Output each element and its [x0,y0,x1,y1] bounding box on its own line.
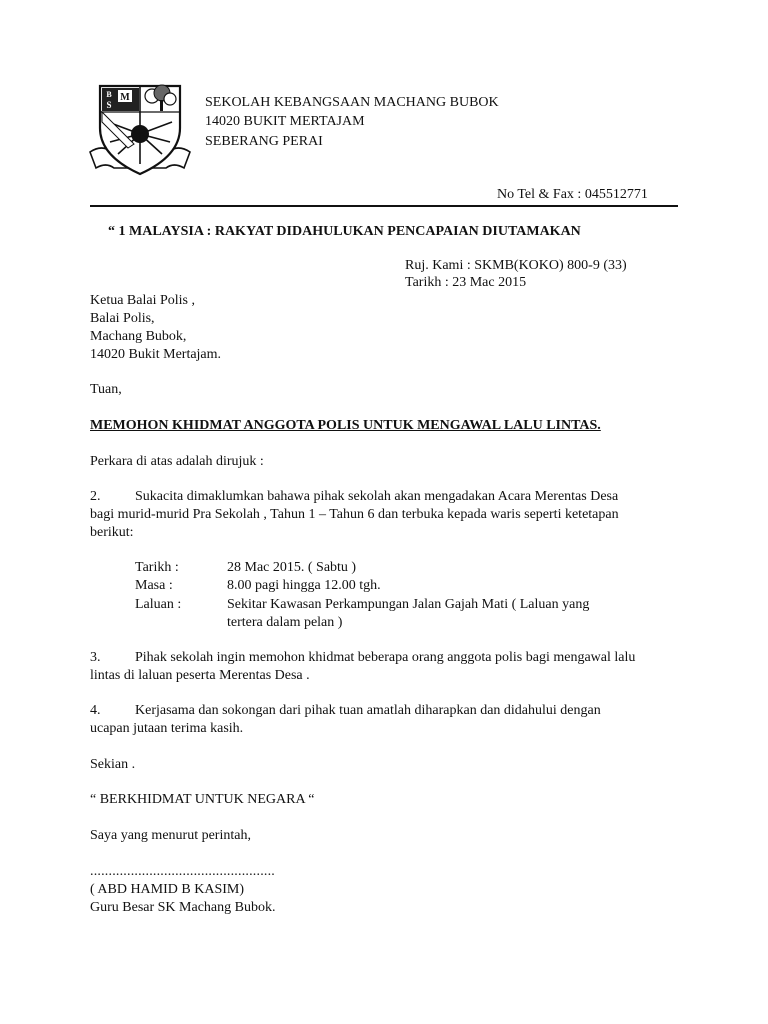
crest-letter-s: S [106,100,112,110]
crest-letter-m: M [120,92,130,103]
school-address-line2: SEBERANG PERAI [205,134,323,149]
paragraph-3-line: lintas di laluan peserta Merentas Desa . [90,668,310,683]
signature-line: .................................................. [90,864,275,879]
paragraph-4-line: Kerjasama dan sokongan dari pihak tuan amatlah diharapkan dan didahului dengan [135,703,601,718]
detail-value-continuation: tertera dalam pelan ) [227,615,343,630]
salutation: Tuan, [90,382,122,397]
paragraph-3-line: Pihak sekolah ingin memohon khidmat beberapa orang anggota polis bagi mengawal lalu [135,650,636,665]
signatory-title: Guru Besar SK Machang Bubok. [90,900,276,915]
sign-off: Saya yang menurut perintah, [90,828,251,843]
intro-text: Perkara di atas adalah dirujuk : [90,454,264,469]
paragraph-2-line: Sukacita dimaklumkan bahawa pihak sekolah akan mengadakan Acara Merentas Desa [135,489,619,504]
detail-row [135,559,356,577]
letterhead-divider [90,205,678,207]
paragraph-4-line: ucapan jutaan terima kasih. [90,721,244,736]
school-crest-logo [88,82,192,180]
school-address-line1: 14020 BUKIT MERTAJAM [205,114,365,129]
detail-label: Laluan : [135,597,182,612]
detail-value: 8.00 pagi hingga 12.00 tgh. [227,578,381,593]
detail-row [135,596,589,614]
paragraph-number: 3. [90,650,101,665]
detail-value: Sekitar Kawasan Perkampungan Jalan Gajah Mati ( Laluan yang [227,597,590,612]
slogan: “ BERKHIDMAT UNTUK NEGARA “ [90,792,315,807]
signatory-name: ( ABD HAMID B KASIM) [90,882,245,897]
letter-date: Tarikh : 23 Mac 2015 [405,275,527,290]
detail-value: 28 Mac 2015. ( Sabtu ) [227,560,357,575]
paragraph-number: 2. [90,489,101,504]
recipient-line: Machang Bubok, [90,329,187,344]
recipient-line: Ketua Balai Polis , [90,293,195,308]
closing: Sekian . [90,757,136,772]
letter-subject: MEMOHON KHIDMAT ANGGOTA POLIS UNTUK MENGAWAL LALU LINTAS. [90,418,601,433]
detail-row [135,577,381,595]
recipient-line: 14020 Bukit Mertajam. [90,347,222,362]
contact-number: No Tel & Fax : 045512771 [497,187,648,202]
crest-letter-b: B [106,90,112,99]
motto: “ 1 MALAYSIA : RAKYAT DIDAHULUKAN PENCAPAIAN DIUTAMAKAN [108,224,581,239]
paragraph-number: 4. [90,703,101,718]
paragraph-2-line: bagi murid-murid Pra Sekolah , Tahun 1 – Tahun 6 dan terbuka kepada waris seperti ketetapan [90,507,619,522]
paragraph-2-line: berikut: [90,525,134,540]
detail-label: Masa : [135,578,173,593]
recipient-line: Balai Polis, [90,311,155,326]
reference-number: Ruj. Kami : SKMB(KOKO) 800-9 (33) [405,258,627,273]
detail-label: Tarikh : [135,560,179,575]
school-name: SEKOLAH KEBANGSAAN MACHANG BUBOK [205,95,499,110]
